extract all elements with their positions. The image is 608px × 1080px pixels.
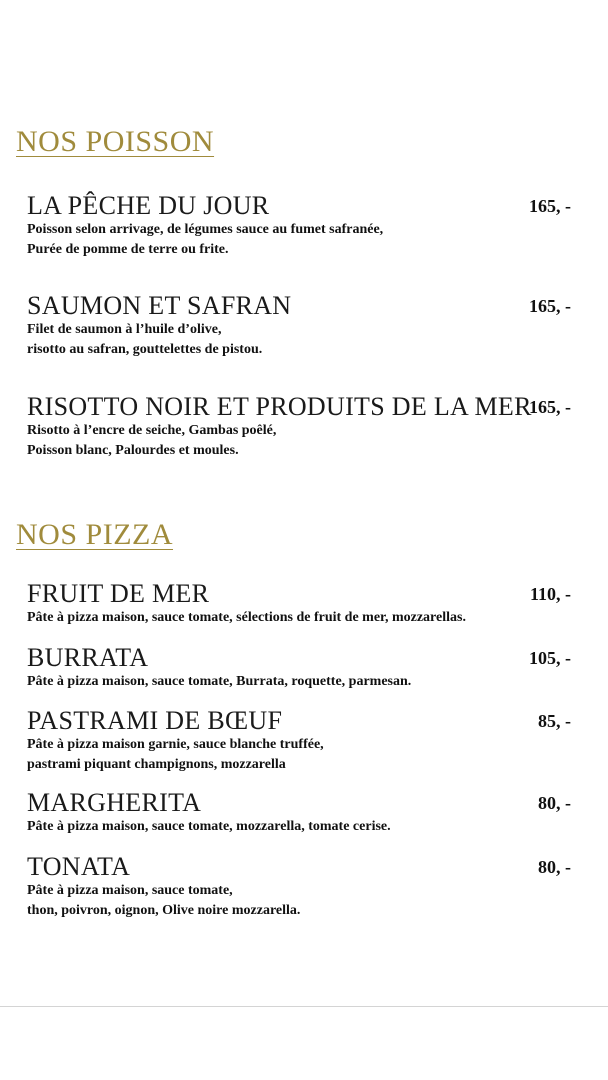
item-name: PASTRAMI DE BŒUF <box>27 706 283 735</box>
item-description-line: Pâte à pizza maison, sauce tomate, mozzarella, tomate cerise. <box>27 819 391 834</box>
item-description <box>27 608 575 628</box>
item-name: RISOTTO NOIR ET PRODUITS DE LA MER <box>27 392 532 421</box>
item-description-line: Pâte à pizza maison, sauce tomate, sélections de fruit de mer, mozzarellas. <box>27 610 466 625</box>
item-description-line: Poisson selon arrivage, de légumes sauce au fumet safranée, <box>27 222 384 237</box>
item-price: 105, - <box>529 648 571 668</box>
item-description <box>27 881 575 921</box>
item-description-line: pastrami piquant champignons, mozzarella <box>27 757 286 772</box>
page-divider <box>0 1006 608 1007</box>
item-description <box>27 421 575 461</box>
item-price: 165, - <box>529 397 571 417</box>
item-description <box>27 735 575 775</box>
item-description-line: Risotto à l’encre de seiche, Gambas poêlé, <box>27 423 277 438</box>
item-description-line: Purée de pomme de terre ou frite. <box>27 242 229 257</box>
item-name: BURRATA <box>27 643 149 672</box>
item-description-line: thon, poivron, oignon, Olive noire mozzarella. <box>27 903 301 918</box>
menu-item-margherita <box>27 790 575 837</box>
item-name: LA PÊCHE DU JOUR <box>27 191 270 220</box>
item-name: TONATA <box>27 852 131 881</box>
item-description-line: Pâte à pizza maison, sauce tomate, <box>27 883 233 898</box>
item-description <box>27 320 575 360</box>
item-description <box>27 672 575 692</box>
item-price: 85, - <box>538 711 571 731</box>
item-name: FRUIT DE MER <box>27 579 210 608</box>
menu-item-peche-du-jour <box>27 193 575 260</box>
menu-item-pastrami-de-boeuf <box>27 708 575 775</box>
item-description-line: Filet de saumon à l’huile d’olive, <box>27 322 222 337</box>
item-price: 80, - <box>538 793 571 813</box>
item-price: 165, - <box>529 196 571 216</box>
menu-item-saumon-safran <box>27 293 575 360</box>
item-description <box>27 817 575 837</box>
item-price: 110, - <box>529 584 571 604</box>
menu-item-risotto-noir <box>27 394 575 461</box>
item-description-line: Pâte à pizza maison garnie, sauce blanche truffée, <box>27 737 324 752</box>
item-price: 165, - <box>529 296 571 316</box>
item-description <box>27 220 575 260</box>
item-name: MARGHERITA <box>27 788 202 817</box>
menu-item-fruit-de-mer <box>27 581 575 628</box>
menu-item-tonata <box>27 854 575 921</box>
item-description-line: risotto au safran, gouttelettes de pistou. <box>27 342 263 357</box>
item-description-line: Pâte à pizza maison, sauce tomate, Burrata, roquette, parmesan. <box>27 674 412 689</box>
item-description-line: Poisson blanc, Palourdes et moules. <box>27 443 239 458</box>
item-name: SAUMON ET SAFRAN <box>27 291 292 320</box>
section-title-pizza: NOS PIZZA <box>16 518 174 551</box>
section-title-poisson: NOS POISSON <box>16 125 215 158</box>
item-price: 80, - <box>538 857 571 877</box>
menu-item-burrata <box>27 645 575 692</box>
